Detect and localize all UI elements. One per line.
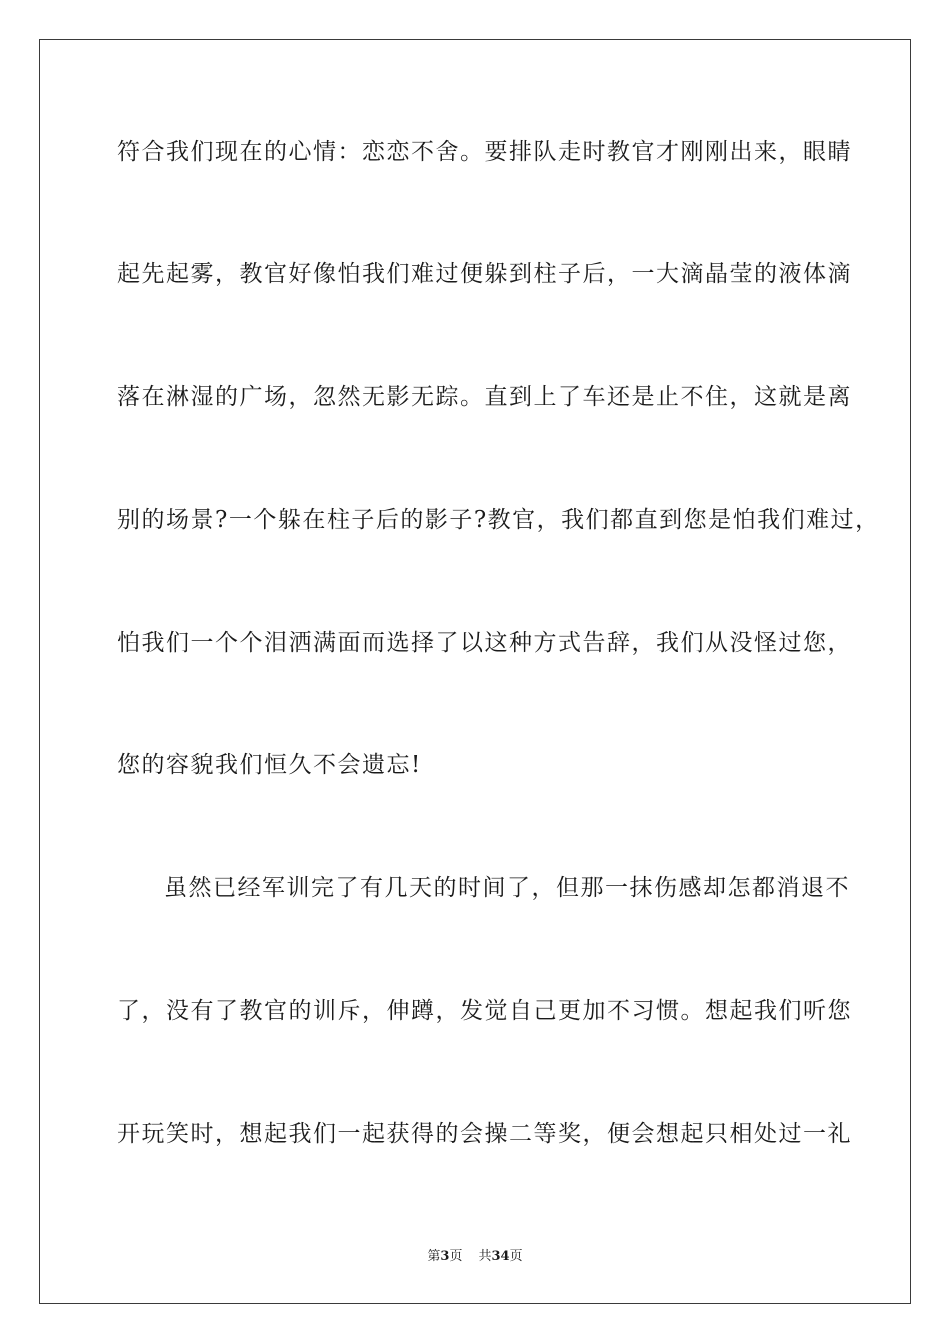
page-border (39, 39, 911, 1304)
text-line: 落在淋湿的广场，忽然无影无踪。直到上了车还是止不住，这就是离 (117, 384, 852, 410)
text-line: 起先起雾，教官好像怕我们难过便躲到柱子后，一大滴晶莹的液体滴 (117, 261, 852, 287)
text-line: 您的容貌我们恒久不会遗忘! (117, 752, 422, 778)
total-pages-indicator: 共34页 (478, 1249, 523, 1264)
text-line: 了，没有了教官的训斥，伸蹲，发觉自己更加不习惯。想起我们听您 (117, 998, 852, 1024)
text-line: 别的场景?一个躲在柱子后的影子?教官，我们都直到您是怕我们难过， (117, 507, 880, 533)
text-line: 怕我们一个个泪洒满面而选择了以这种方式告辞，我们从没怪过您， (117, 630, 852, 656)
page-footer (0, 1248, 950, 1266)
page-indicator: 第3页 (427, 1249, 463, 1264)
paragraph-first-line: 虽然已经军训完了有几天的时间了，但那一抹伤感却怎都消退不 (164, 875, 850, 901)
text-line: 开玩笑时，想起我们一起获得的会操二等奖，便会想起只相处过一礼 (117, 1121, 852, 1147)
text-line: 符合我们现在的心情：恋恋不舍。要排队走时教官才刚刚出来，眼睛 (117, 139, 852, 165)
